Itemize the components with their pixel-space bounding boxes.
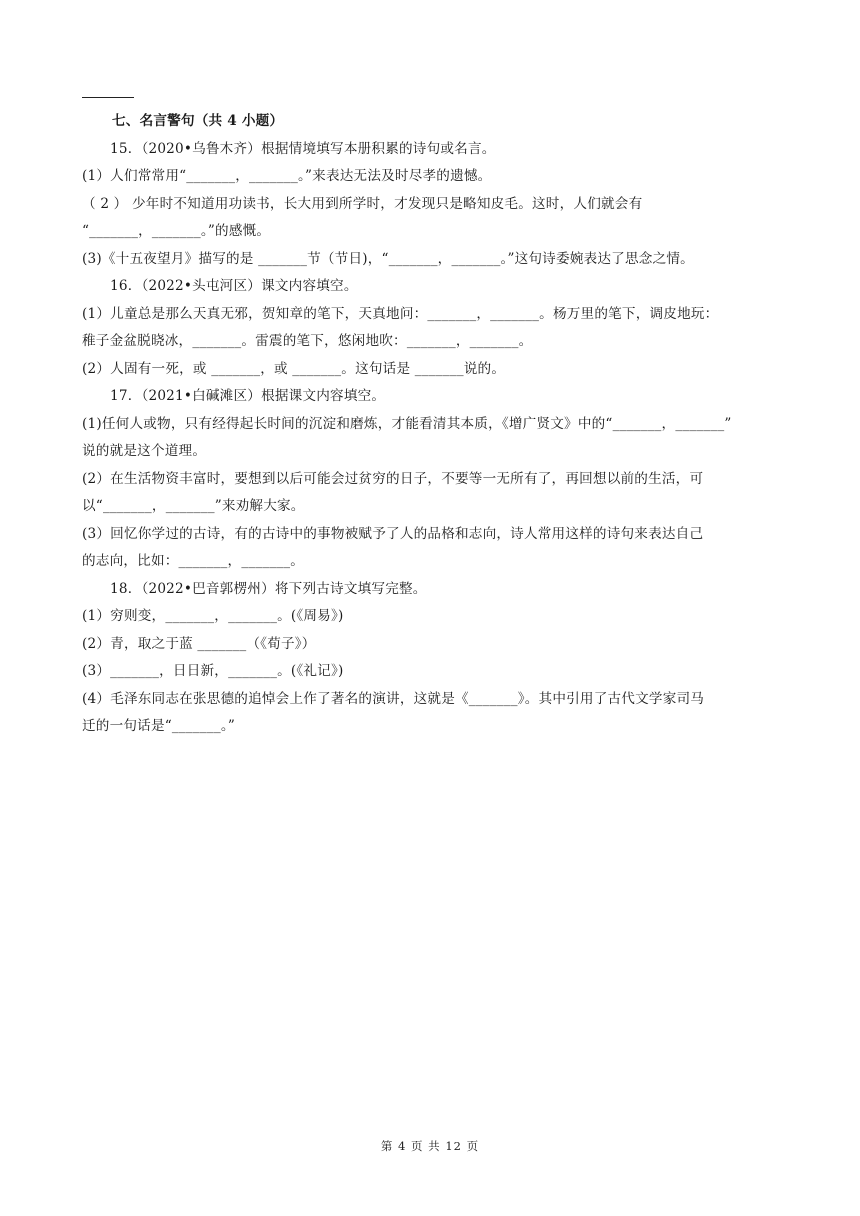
question-line: 以“_______，_______”来劝解大家。 <box>82 498 305 514</box>
page-content <box>82 108 782 741</box>
question-line: (3）回忆你学过的古诗，有的古诗中的事物被赋予了人的品格和志向，诗人常用这样的诗句来表达自己 <box>82 525 704 542</box>
question-15 <box>82 136 782 274</box>
question-line: (1)任何人或物，只有经得起长时间的沉淀和磨炼，才能看清其本质，《增广贤文》中的“_______，_______” <box>82 415 732 432</box>
question-header: 15．（2020•乌鲁木齐）根据情境填写本册积累的诗句或名言。 <box>110 140 496 157</box>
question-line: 的志向，比如：_______，_______。 <box>82 553 305 569</box>
question-line: (3)《十五夜望月》描写的是 _______节（节日)，“_______，_______。”这句诗委婉表达了思念之情。 <box>82 250 694 267</box>
question-line: 稚子金盆脱晓冰，_______。雷震的笔下，悠闲地吹：_______，_______。 <box>82 333 533 349</box>
page-footer: 第 4 页 共 12 页 <box>380 1139 480 1153</box>
question-line: (3）_______，日日新，_______。(《礼记》) <box>82 663 344 679</box>
section-title: 七、名言警句（共 4 小题） <box>112 113 284 129</box>
question-line: “_______，_______。”的感慨。 <box>82 223 271 239</box>
question-line: (4）毛泽东同志在张思德的追悼会上作了著名的演讲，这就是《_______》。其中引用了古代文学家司马 <box>82 690 705 707</box>
question-line: 说的就是这个道理。 <box>82 443 207 459</box>
question-17 <box>82 383 782 576</box>
question-header: 16．（2022•头屯河区）课文内容填空。 <box>110 278 358 294</box>
question-line: (1）穷则变，_______，_______。(《周易》) <box>82 608 344 624</box>
question-line: （ 2 ） 少年时不知道用功读书，长大用到所学时，才发现只是略知皮毛。这时，人们就会有 <box>82 195 643 212</box>
question-line: 迁的一句话是“_______。” <box>82 718 236 734</box>
question-line: (2）在生活物资丰富时，要想到以后可能会过贫穷的日子，不要等一无所有了，再回想以前的生活，可 <box>82 470 704 487</box>
question-header: 18．（2022•巴音郭楞州）将下列古诗文填写完整。 <box>110 580 427 597</box>
top-rule-divider <box>82 97 134 98</box>
question-line: (2）人固有一死，或 _______，或 _______。这句话是 _______说的。 <box>82 360 506 377</box>
question-16 <box>82 273 782 383</box>
question-header: 17．（2021•白碱滩区）根据课文内容填空。 <box>110 388 386 404</box>
question-line: (1）人们常常用“_______，_______。”来表达无法及时尽孝的遗憾。 <box>82 168 492 184</box>
question-line: (1）儿童总是那么天真无邪，贺知章的笔下，天真地问：_______，_______。杨万里的笔下，调皮地玩： <box>82 305 719 322</box>
question-18 <box>82 576 782 741</box>
question-line: (2）青，取之于蓝 _______（《荀子》） <box>82 635 316 652</box>
